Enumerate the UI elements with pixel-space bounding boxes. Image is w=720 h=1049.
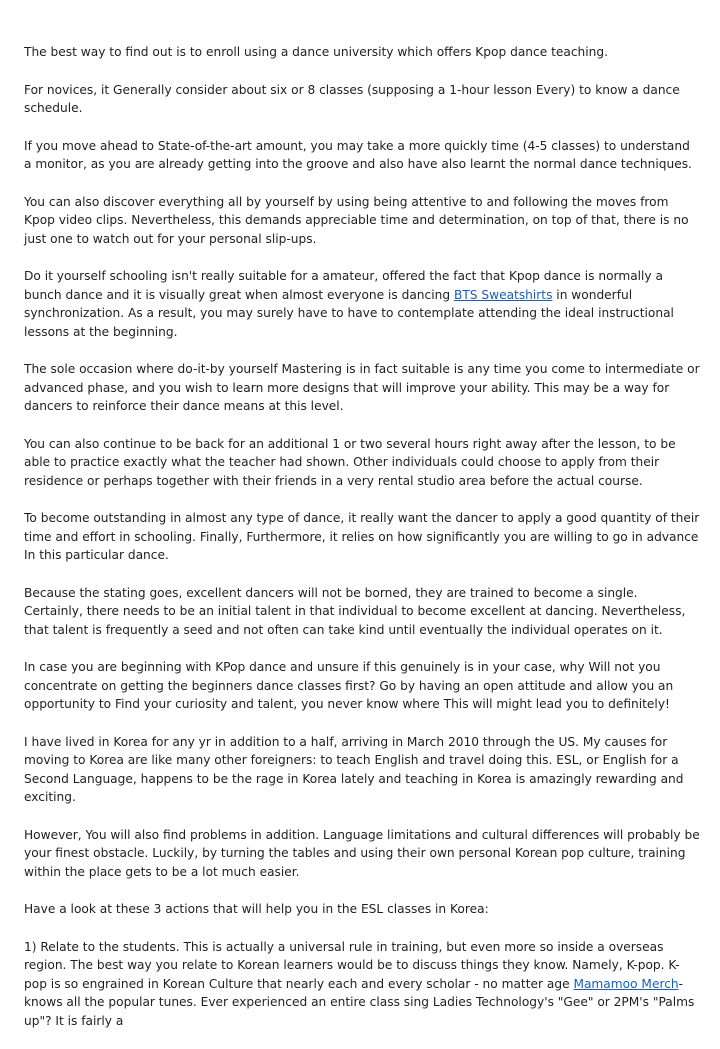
paragraph bbox=[24, 733, 700, 807]
paragraph bbox=[24, 900, 700, 919]
paragraph bbox=[24, 360, 700, 416]
paragraph-text: - knows all the popular tunes. Ever experienced an entire class sing Ladies Technology's "Gee" or 2PM's "Palms up"? It is fairly a bbox=[24, 976, 695, 1028]
paragraph-text: If you move ahead to State-of-the-art amount, you may take a more quickly time (4-5 classes) to understand a monitor, as you are already getting into the groove and also have also learnt the normal dance techniques. bbox=[24, 138, 692, 171]
paragraph bbox=[24, 658, 700, 714]
inline-link[interactable]: BTS Sweatshirts bbox=[453, 287, 553, 302]
document-body bbox=[24, 43, 700, 1049]
paragraph bbox=[24, 435, 700, 491]
paragraph bbox=[24, 193, 700, 249]
paragraph bbox=[24, 267, 700, 341]
paragraph-text: In case you are beginning with KPop dance and unsure if this genuinely is in your case, why Will not you concentrate on getting the beginners dance classes first? Go by having an open attitude and allow you an opportunity to Find your curiosity and talent, you never know where This will might lead you to definitely! bbox=[24, 660, 674, 711]
paragraph-text: You can also discover everything all by yourself by using being attentive to and following the moves from Kpop video clips. Nevertheless, this demands appreciable time and determination, on top of that, there is no just one to watch out for your personal slip-ups. bbox=[24, 194, 689, 246]
paragraph-text: 1) Relate to the students. This is actually a universal rule in training, but even more so inside a overseas region. The best way you relate to Korean learners would be to discuss things they know. Namely, K-pop. K-pop is so engrained in Korean Culture that nearly each and every scholar - no matter age bbox=[24, 939, 680, 991]
paragraph bbox=[24, 826, 700, 882]
paragraph-text: in wonderful synchronization. As a result, you may surely have to have to contemplate attending the ideal instructional lessons at the beginning. bbox=[24, 287, 674, 339]
paragraph bbox=[24, 137, 700, 174]
paragraph-text: Do it yourself schooling isn't really suitable for a amateur, offered the fact that Kpop dance is normally a bunch dance and it is visually great when almost everyone is dancing bbox=[24, 269, 663, 302]
paragraph-text: For novices, it Generally consider about six or 8 classes (supposing a 1-hour lesson Every) to know a dance schedule. bbox=[24, 82, 680, 115]
paragraph-text: The sole occasion where do-it-by yourself Mastering is in fact suitable is any time you come to intermediate or advanced phase, and you wish to learn more designs that will improve your ability. This may be a way for dancers to reinforce their dance means at this level. bbox=[24, 362, 700, 413]
paragraph bbox=[24, 81, 700, 118]
paragraph-text: Because the stating goes, excellent dancers will not be borned, they are trained to become a single. Certainly, there needs to be an initial talent in that individual to become excellent at dancing. Nevertheless, that talent is frequently a seed and not often can take kind until eventually the individual operates on it. bbox=[24, 585, 686, 637]
paragraph bbox=[24, 509, 700, 565]
paragraph-text: However, You will also find problems in addition. Language limitations and cultural differences will probably be your finest obstacle. Luckily, by turning the tables and using their own personal Korean pop culture, training within the place gets to be a lot much easier. bbox=[24, 827, 700, 879]
paragraph-text: To become outstanding in almost any type of dance, it really want the dancer to apply a good quantity of their time and effort in schooling. Finally, Furthermore, it relies on how significantly you are willing to go in advance In this particular dance. bbox=[24, 511, 700, 562]
inline-link[interactable]: Mamamoo Merch bbox=[573, 976, 679, 991]
paragraph bbox=[24, 43, 700, 62]
paragraph-text: The best way to find out is to enroll using a dance university which offers Kpop dance teaching. bbox=[24, 45, 608, 59]
paragraph-text: I have lived in Korea for any yr in addition to a half, arriving in March 2010 through the US. My causes for moving to Korea are like many other foreigners: to teach English and travel doing this. ESL, or English for a Second Language, happens to be the rage in Korea lately and teaching in Korea is amazingly rewarding and exciting. bbox=[24, 734, 684, 804]
paragraph-text: Have a look at these 3 actions that will help you in the ESL classes in Korea: bbox=[24, 902, 489, 916]
paragraph-text: You can also continue to be back for an additional 1 or two several hours right away after the lesson, to be able to practice exactly what the teacher had shown. Other individuals could choose to apply from their residence or perhaps together with their friends in a very rental studio area before the actual course. bbox=[24, 436, 676, 488]
paragraph bbox=[24, 584, 700, 640]
paragraph bbox=[24, 938, 700, 1031]
